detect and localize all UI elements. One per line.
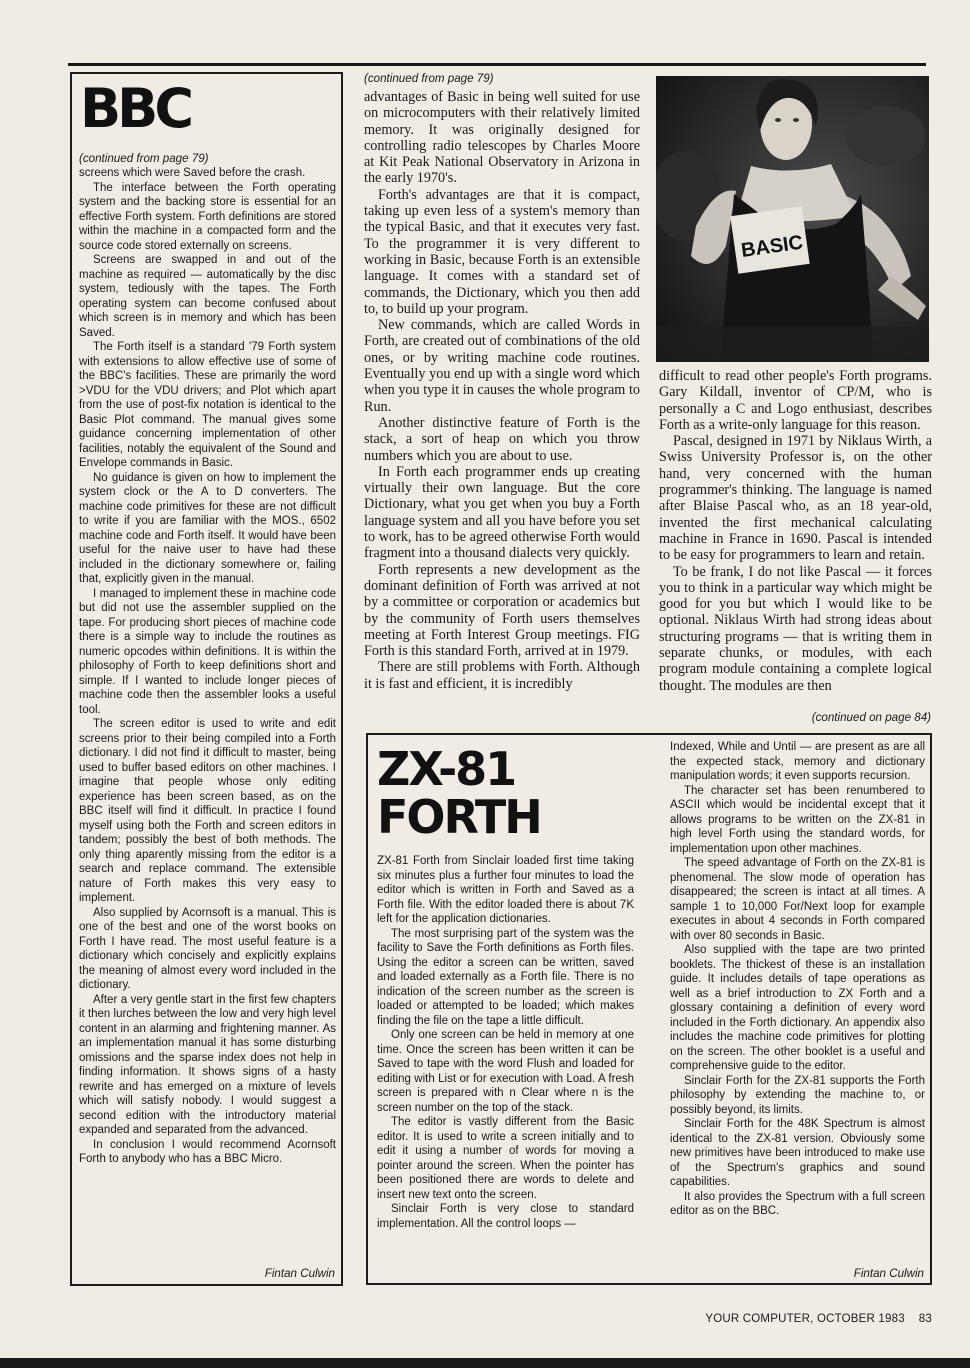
zx81-paragraph: ZX-81 Forth from Sinclair loaded first time taking six minutes plus a further four minutes to load the editor which is written in Forth and Saved as a Forth file. With the editor loaded there is about 7K left for the application dictionaries. <box>377 855 634 925</box>
bbc-paragraph: Also supplied by Acornsoft is a manual. This is one of the best and one of the worst books on Forth I have read. The most useful feature is a dictionary which concisely and explicitly explains the meaning of almost every word included in the dictionary. <box>79 906 336 991</box>
forth-paragraph: In Forth each programmer ends up creating virtually their own language. But the core Dictionary, what you get when you buy a Forth language system and all you have before you set to work, has to be agreed otherwise Forth would fragment into a thousand dialects very quickly. <box>364 463 640 562</box>
zx81-right-column <box>670 740 925 1219</box>
zx81-title-line: ZX-81 <box>377 742 516 796</box>
forth-paragraph: Pascal, designed in 1971 by Niklaus Wirth, a Swiss University Professor is, on the other hand, very concerned with the human programmer's thinking. The language is named after Blaise Pascal who, as an 18 year-old, invented the first mechanical calculating machine in France in 1690. Pascal is intended to be easy for programmers to learn and retain. <box>659 433 932 564</box>
forth-paragraph: Another distinctive feature of Forth is the stack, a sort of heap on which you throw numbers which you are about to use. <box>364 414 640 464</box>
forth-paragraph: Forth represents a new development as the dominant definition of Forth was arrived at not by a committee or corporation or academics but by the community of Forth users themselves meeting at Forth Interest Group meetings. FIG Forth is this standard Forth, arrived at in 1979. <box>364 561 640 660</box>
forth-paragraph: To be frank, I do not like Pascal — it forces you to think in a particular way which might be good for you but which I would like to be optional. Niklaus Wirth had strong ideas about structuring programs — that is writing them in separate chunks, or modules, with each program module containing a complete logical thought. The modules are then <box>659 563 932 694</box>
bottom-band <box>0 1358 970 1368</box>
zx81-title-line: FORTH <box>377 790 541 844</box>
runner-photo <box>656 76 929 362</box>
bbc-signature: Fintan Culwin <box>264 1267 335 1280</box>
zx81-paragraph: Indexed, While and Until — are present as are all the expected stack, memory and dictionary manipulation words; it even supports recursion. <box>670 741 925 782</box>
forth-continued-note: (continued from page 79) <box>364 72 494 85</box>
zx81-title <box>377 742 541 844</box>
page-footer <box>700 1313 932 1325</box>
forth-paragraph: New commands, which are called Words in Forth, are created out of combinations of the old ones, or by writing machine code routines. Eventually you end up with a single word which when you type it in causes the whole program to Run. <box>364 317 640 415</box>
zx81-paragraph: Sinclair Forth for the ZX-81 supports the Forth philosophy by extending the machine to, or possibly beyond, its limits. <box>670 1074 925 1116</box>
zx81-paragraph: The character set has been renumbered to ASCII which would be incidental except that it allows programs to be written on the ZX-81 in high level Forth using the standard words, for implementation upon other machines. <box>670 784 925 855</box>
zx81-paragraph: Also supplied with the tape are two printed booklets. The thickest of these is an installation guide. It includes details of tape operations as well as a brief introduction to ZX Forth and a glossary containing a definition of every word included in the Forth dictionary. An appendix also includes the machine code primitives for plotting on the screen. The other booklet is a useful and comprehensive guide to the editor. <box>670 944 925 1072</box>
forth-paragraph: difficult to read other people's Forth programs. Gary Kildall, inventor of CP/M, who is personally a C and Logo enthusiast, describes Forth as a write-only language for this reason. <box>659 368 932 433</box>
zx81-paragraph: Only one screen can be held in memory at one time. Once the screen has been written it can be Saved to tape with the word Flush and loaded for editing with List or for execution with Load. A fresh screen is prepared with n Clear where n is the screen number on the top of the stack. <box>377 1029 634 1114</box>
zx81-left-column <box>377 854 634 1231</box>
zx81-signature: Fintan Culwin <box>853 1267 924 1280</box>
bbc-paragraph: I managed to implement these in machine code but did not use the assembler supplied on the tape. For producing short pieces of machine code there is a simple way to include the routines as numeric opcodes within definitions. It is within the philosophy of Forth to keep definitions short and simple. If I wanted to include longer pieces of machine code then the assembler looks a useful tool. <box>79 587 336 716</box>
zx81-paragraph: Sinclair Forth for the 48K Spectrum is almost identical to the ZX-81 version. Obviously some new primitives have been introduced to make use of the Spectrum's graphics and sound capabilities. <box>670 1118 925 1188</box>
zx81-review-box <box>366 733 932 1285</box>
zx81-paragraph: The most surprising part of the system was the facility to Save the Forth definitions as Forth files. Using the editor a screen can be written, saved and loaded externally as a Forth file. There is no indication of the screen number as the screen is loaded or attempted to be loaded; which makes finding the file on the tape a little difficult. <box>377 927 634 1027</box>
bbc-paragraph: In conclusion I would recommend Acornsoft Forth to anybody who has a BBC Micro. <box>79 1138 336 1165</box>
bbc-paragraph: No guidance is given on how to implement the system clock or the A to D converters. The machine code primitives for these are not difficult to write if you are familiar with the MOS., 6502 machine code and Forth itself. It would have been useful for the naive user to have had these included in the dictionary somewhere or, failing that, explicitly given in the manual. <box>79 471 336 585</box>
bbc-review-box <box>70 72 343 1286</box>
zx81-paragraph: It also provides the Spectrum with a full screen editor as on the BBC. <box>670 1190 925 1217</box>
bbc-continued-note: (continued from page 79) <box>79 152 209 165</box>
bbc-paragraph: The screen editor is used to write and edit screens prior to their being compiled into a Forth dictionary. I did not find it difficult to master, being used to buffer based editors on other machines. I imagine that people whose only editing experience has been screen based, as on the BBC itself will find it difficult. In practice I found myself using both the Forth and screen editors in tandem; possibly the best of both methods. The only thing aparently missing from the editor is a search and replace command. The extensible nature of Forth makes this very easy to implement. <box>79 718 336 904</box>
bib-text: BASIC <box>739 231 805 262</box>
page-number: 83 <box>918 1313 932 1325</box>
bbc-paragraph: The Forth itself is a standard '79 Forth system with extensions to allow effective use of some of the BBC's facilities. These are primarily the word >VDU for the VDU drivers; and Plot which apart from the use of post-fix notation is identical to the Basic Plot command. The manual gives some guidance concerning implementation of other facilities, notably the equivalent of the Sound and Envelope commands in Basic. <box>79 341 336 469</box>
bbc-body <box>79 166 336 1167</box>
bbc-title: BBC <box>80 77 190 140</box>
zx81-paragraph: The speed advantage of Forth on the ZX-81 is phenomenal. The slow mode of operation has disappeared; the screen is intact at all times. A sample 1 to 10,000 For/Next loop for example executes in about 4 seconds in Forth compared with over 80 seconds in Basic. <box>670 857 925 942</box>
forth-paragraph: advantages of Basic in being well suited for use on microcomputers with their relatively limited memory. It was originally designed for controlling radio telescopes by Charles Moore at Kit Peak National Observatory in Arizona in the early 1970's. <box>364 89 640 187</box>
forth-paragraph: Forth's advantages are that it is compact, taking up even less of a system's memory than the typical Basic, and that it executes very fast. To the programmer it is very different to working in Basic, because Forth is an extensible language. It comes with a standard set of commands, the Dictionary, which you then add to, to build up your program. <box>364 186 640 317</box>
forth-paragraph: There are still problems with Forth. Although it is fast and efficient, it is incredibly <box>364 659 640 692</box>
bbc-paragraph: screens which were Saved before the crash. <box>79 167 306 179</box>
zx81-paragraph: The editor is vastly different from the Basic editor. It is used to write a screen initially and to edit it using a number of words for moving a pointer around the screen. When the pointer has been positioned there are words to delete and insert new text onto the screen. <box>377 1116 634 1201</box>
publication-line: YOUR COMPUTER, OCTOBER 1983 <box>705 1313 905 1325</box>
top-rule <box>68 63 926 66</box>
forth-article-body <box>364 89 640 692</box>
bbc-paragraph: The interface between the Forth operating system and the backing store is essential for an effective Forth system. Forth definitions are stored within the machine in a compacted form and the source code stored externally on screens. <box>79 181 336 252</box>
bbc-paragraph: Screens are swapped in and out of the machine as required — automatically by the disc system, tediously with the tapes. The Forth operating system can become confused about which screen is in memory and which has been Saved. <box>79 254 336 339</box>
forth-continued-on-note: (continued on page 84) <box>811 711 931 724</box>
bbc-paragraph: After a very gentle start in the first few chapters it then lurches between the low and very high level content in an alarming and frightening manner. As an implementation manual it has some disturbing omissions and the sparse index does not help in finding information. It shows signs of a hasty rewrite and has emerged on a mixture of levels which will satisfy nobody. I would suggest a second edition with the introductory material expanded and separated from the advanced. <box>79 993 336 1136</box>
forth-article-right-column <box>659 368 932 694</box>
zx81-paragraph: Sinclair Forth is very close to standard implementation. All the control loops — <box>377 1203 634 1230</box>
